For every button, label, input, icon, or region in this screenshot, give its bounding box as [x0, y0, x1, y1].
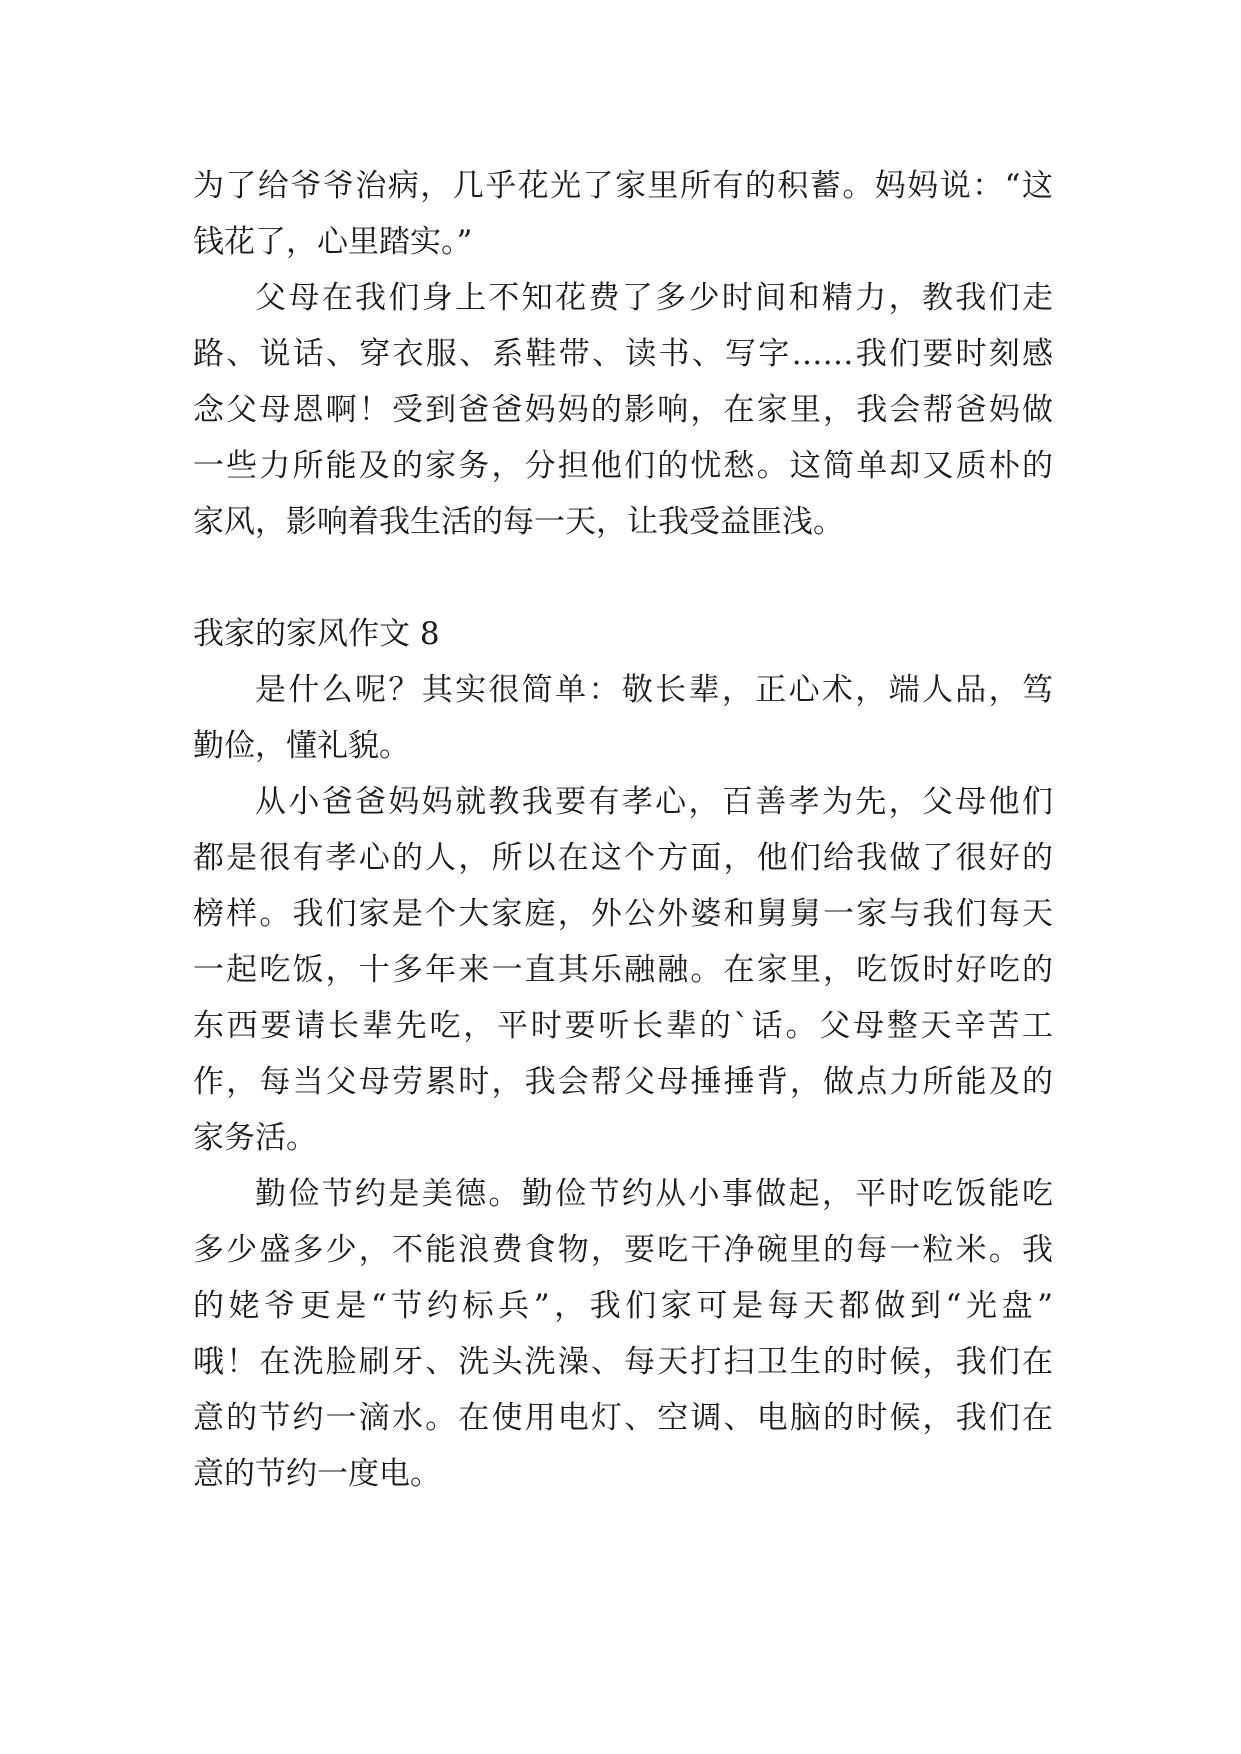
text-line: 为了给爷爷治病，几乎花光了家里所有的积蓄。妈妈说：“这 — [193, 168, 1053, 204]
text-line: 念父母恩啊！受到爸爸妈妈的影响，在家里，我会帮爸妈做 — [193, 392, 1053, 428]
text-line: 一些力所能及的家务，分担他们的忧愁。这简单却又质朴的 — [193, 448, 1053, 484]
text-line: 家风，影响着我生活的每一天，让我受益匪浅。 — [193, 504, 844, 540]
text-line: 是什么呢？其实很简单：敬长辈，正心术，端人品，笃 — [255, 672, 1053, 708]
text-line: 家务活。 — [193, 1120, 317, 1156]
text-line: 东西要请长辈先吃，平时要听长辈的`话。父母整天辛苦工 — [193, 1008, 1053, 1044]
text-line: 榜样。我们家是个大家庭，外公外婆和舅舅一家与我们每天 — [193, 896, 1053, 932]
text-line: 一起吃饭，十多年来一直其乐融融。在家里，吃饭时好吃的 — [193, 952, 1053, 988]
text-line: 父母在我们身上不知花费了多少时间和精力，教我们走 — [255, 280, 1053, 316]
text-line: 哦！在洗脸刷牙、洗头洗澡、每天打扫卫生的时候，我们在 — [193, 1344, 1053, 1380]
text-line: 勤俭节约是美德。勤俭节约从小事做起，平时吃饭能吃 — [255, 1176, 1053, 1212]
text-line: 作，每当父母劳累时，我会帮父母捶捶背，做点力所能及的 — [193, 1064, 1053, 1100]
text-line: 路、说话、穿衣服、系鞋带、读书、写字……我们要时刻感 — [193, 336, 1053, 372]
text-line: 多少盛多少，不能浪费食物，要吃干净碗里的每一粒米。我 — [193, 1232, 1053, 1268]
section-heading: 我家的家风作文 8 — [193, 616, 440, 652]
text-line: 从小爸爸妈妈就教我要有孝心，百善孝为先，父母他们 — [255, 784, 1053, 820]
text-line: 的姥爷更是“节约标兵”，我们家可是每天都做到“光盘” — [193, 1288, 1053, 1324]
text-line: 钱花了，心里踏实。” — [193, 224, 473, 260]
text-line: 意的节约一滴水。在使用电灯、空调、电脑的时候，我们在 — [193, 1400, 1053, 1436]
text-line: 都是很有孝心的人，所以在这个方面，他们给我做了很好的 — [193, 840, 1053, 876]
text-line: 意的节约一度电。 — [193, 1456, 441, 1492]
document-body — [193, 158, 1053, 1502]
text-line: 勤俭，懂礼貌。 — [193, 728, 410, 764]
